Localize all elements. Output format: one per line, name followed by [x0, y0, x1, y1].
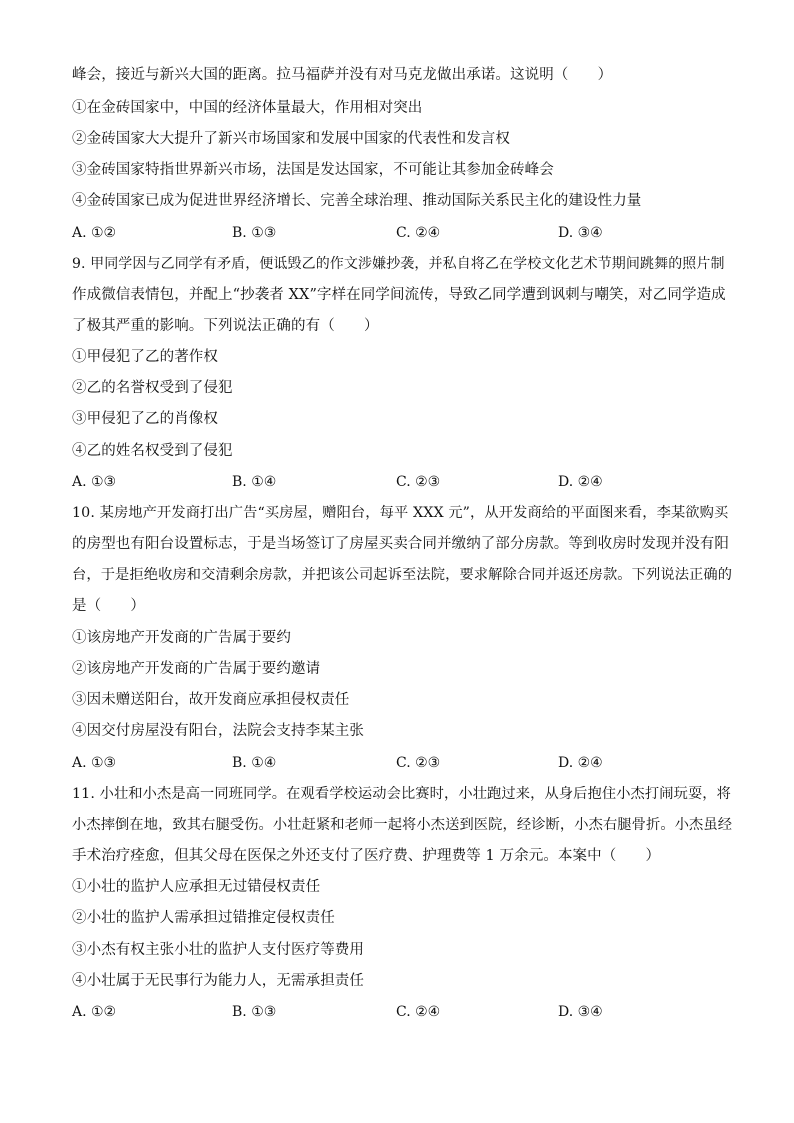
question-11-text: 手术治疗痊愈，但其父母在医保之外还支付了医疗费、护理费等 1 万余元。本案中（ ） — [72, 848, 661, 864]
question-9-text: 9. 甲同学因与乙同学有矛盾，便诋毁乙的作文涉嫌抄袭，并私自将乙在学校文化艺术节期间跳舞的照片制 — [72, 256, 725, 272]
option-a: A. ①② — [72, 1004, 117, 1020]
option-c: C. ②③ — [396, 755, 441, 771]
question-10-text: 是（ ） — [72, 598, 145, 614]
option-b: B. ①④ — [232, 474, 277, 490]
question-9-text: 作成微信表情包，并配上“抄袭者 XX”字样在同学间流传，导致乙同学遭到讽刺与嘲笑，对乙同学造成 — [72, 287, 726, 303]
statement: ④金砖国家已成为促进世界经济增长、完善全球治理、推动国际关系民主化的建设性力量 — [72, 193, 642, 209]
statement: ③金砖国家特指世界新兴市场，法国是发达国家，不可能让其参加金砖峰会 — [72, 162, 554, 178]
statement: ②金砖国家大大提升了新兴市场国家和发展中国家的代表性和发言权 — [72, 131, 510, 147]
option-c: C. ②④ — [396, 1004, 441, 1020]
statement: ①小壮的监护人应承担无过错侵权责任 — [72, 879, 321, 895]
statement: ①甲侵犯了乙的著作权 — [72, 349, 218, 365]
option-b: B. ①③ — [232, 1004, 277, 1020]
option-a: A. ①③ — [72, 474, 117, 490]
statement: ①在金砖国家中，中国的经济体量最大，作用相对突出 — [72, 100, 423, 116]
option-c: C. ②④ — [396, 225, 441, 241]
statement: ②小壮的监护人需承担过错推定侵权责任 — [72, 910, 335, 926]
option-c: C. ②③ — [396, 474, 441, 490]
question-11-text: 小杰摔倒在地，致其右腿受伤。小壮赶紧和老师一起将小杰送到医院，经诊断，小杰右腿骨折。小杰虽经 — [72, 817, 733, 833]
question-text: 峰会，接近与新兴大国的距离。拉马福萨并没有对马克龙做出承诺。这说明（ ） — [72, 67, 613, 83]
question-11-text: 11. 小壮和小杰是高一同班同学。在观看学校运动会比赛时，小壮跑过来，从身后抱住小杰打闹玩耍，将 — [72, 786, 731, 802]
option-d: D. ③④ — [558, 1004, 603, 1020]
option-a: A. ①③ — [72, 755, 117, 771]
statement: ④乙的姓名权受到了侵犯 — [72, 443, 233, 459]
option-b: B. ①④ — [232, 755, 277, 771]
statement: ④因交付房屋没有阳台，法院会支持李某主张 — [72, 723, 364, 739]
option-d: D. ②④ — [558, 755, 603, 771]
question-9-text: 了极其严重的影响。下列说法正确的有（ ） — [72, 318, 379, 334]
statement: ④小壮属于无民事行为能力人，无需承担责任 — [72, 973, 364, 989]
option-d: D. ③④ — [558, 225, 603, 241]
statement: ②乙的名誉权受到了侵犯 — [72, 380, 233, 396]
option-a: A. ①② — [72, 225, 117, 241]
question-10-text: 10. 某房地产开发商打出广告“买房屋，赠阳台，每平 XXX 元”，从开发商给的平面图来看，李某欲购买 — [72, 505, 729, 521]
option-b: B. ①③ — [232, 225, 277, 241]
statement: ③小杰有权主张小壮的监护人支付医疗等费用 — [72, 942, 364, 958]
statement: ③因未赠送阳台，故开发商应承担侵权责任 — [72, 692, 350, 708]
question-10-text: 台，于是拒绝收房和交清剩余房款，并把该公司起诉至法院，要求解除合同并返还房款。下列说法正确的 — [72, 567, 733, 583]
statement: ①该房地产开发商的广告属于要约 — [72, 630, 291, 646]
statement: ③甲侵犯了乙的肖像权 — [72, 411, 218, 427]
option-d: D. ②④ — [558, 474, 603, 490]
statement: ②该房地产开发商的广告属于要约邀请 — [72, 661, 321, 677]
question-10-text: 的房型也有阳台设置标志，于是当场签订了房屋买卖合同并缴纳了部分房款。等到收房时发现并没有阳 — [72, 536, 729, 552]
